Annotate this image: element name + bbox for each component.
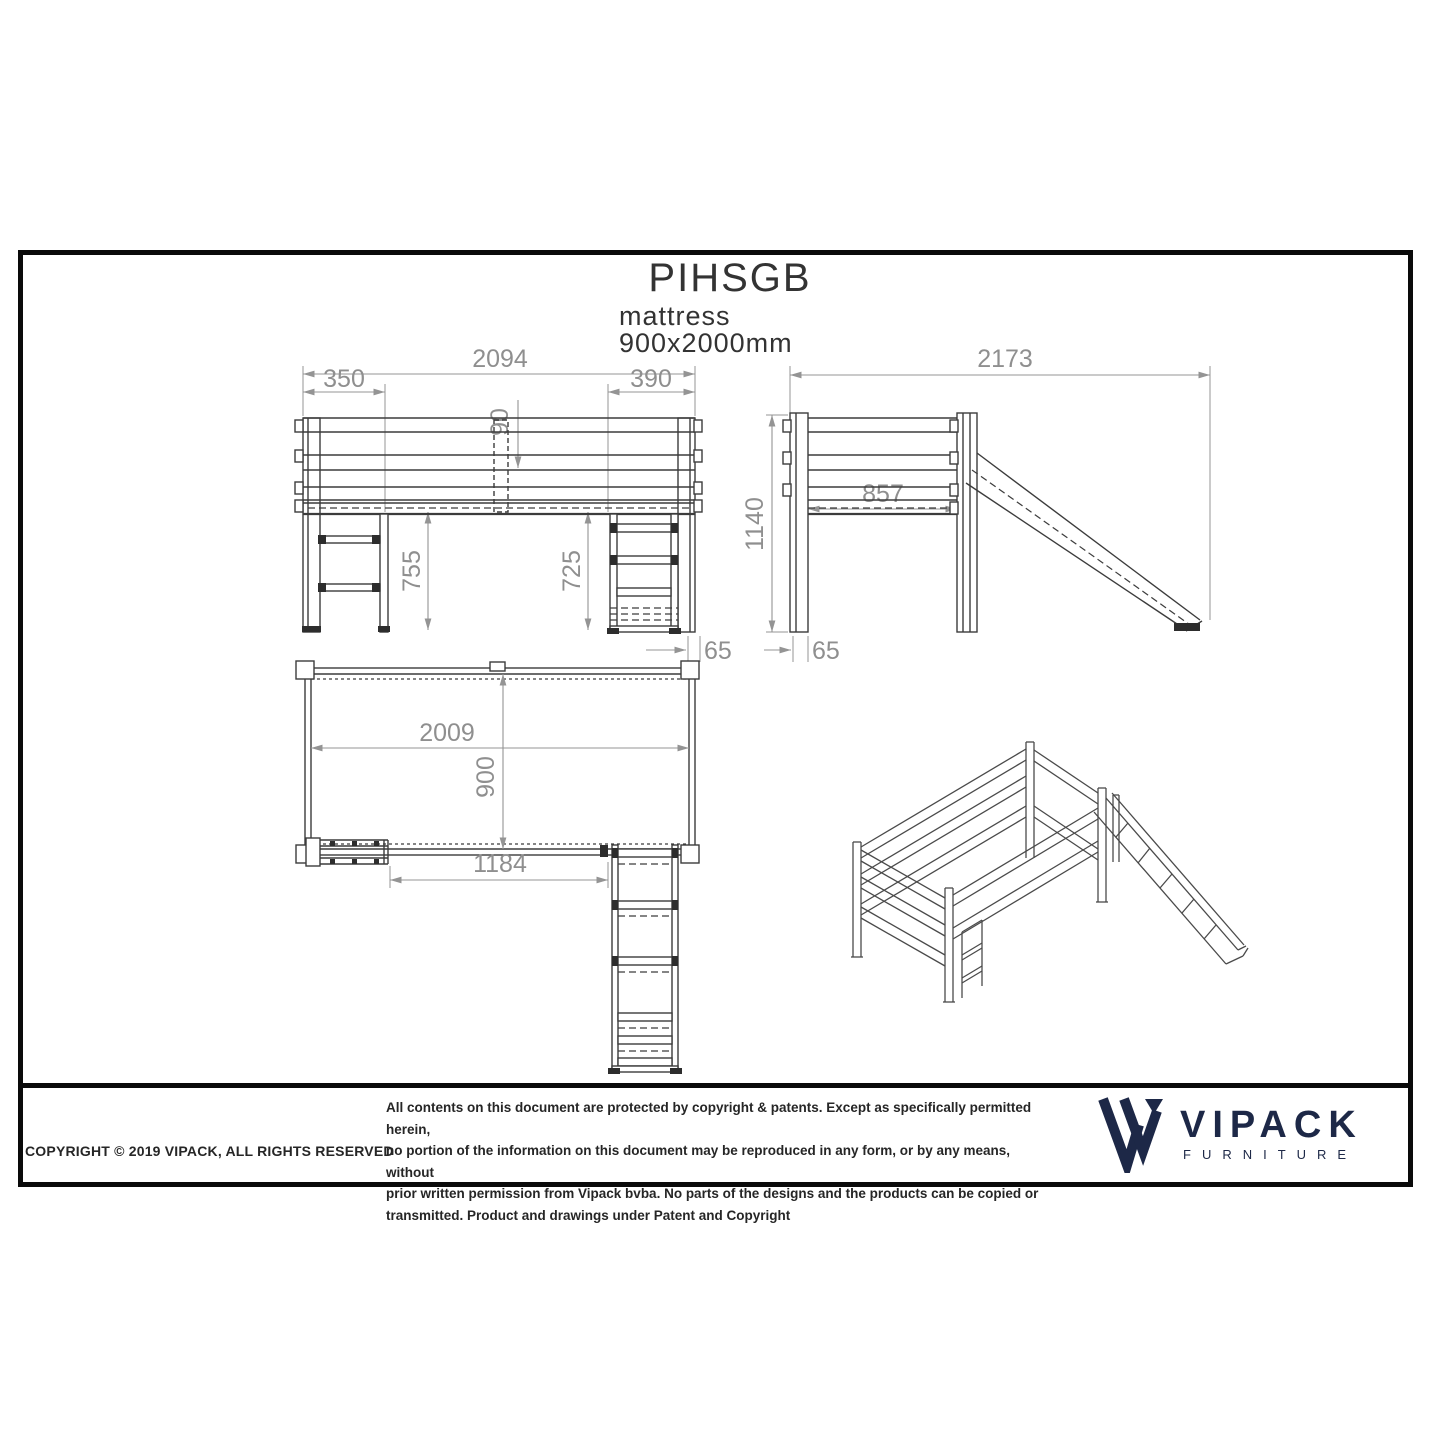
- mattress-label: mattress: [619, 301, 731, 331]
- logo-brand-name: VIPACK: [1180, 1104, 1363, 1146]
- disclaimer-line: All contents on this document are protected by copyright & patents. Except as specifically permitted herein,: [386, 1100, 1032, 1137]
- logo-tagline: FURNITURE: [1183, 1147, 1358, 1162]
- copyright-notice: COPYRIGHT © 2019 VIPACK, ALL RIGHTS RESERVED: [25, 1143, 394, 1159]
- legal-disclaimer: [386, 1097, 1046, 1226]
- dim-front-slide-tower-width: 390: [630, 365, 672, 393]
- dim-side-foot-width: 65: [812, 637, 840, 665]
- dim-front-clearance-right: 725: [558, 550, 586, 592]
- logo-text: [1180, 1106, 1363, 1162]
- dim-side-overall-depth: 2173: [977, 345, 1033, 373]
- dim-front-overall-width: 2094: [472, 345, 528, 373]
- page-title: PIHSGB: [648, 256, 812, 300]
- vipack-logo-icon: [1098, 1095, 1164, 1173]
- front-elevation-view: [295, 345, 732, 665]
- dim-top-inner-length: 2009: [419, 719, 475, 747]
- plan-view: [296, 661, 699, 1074]
- vipack-logo: [1098, 1095, 1363, 1173]
- disclaimer-line: prior written permission from Vipack bvba. No parts of the designs and the products can be copied or: [386, 1186, 1039, 1201]
- dim-side-inner-depth: 857: [862, 480, 904, 508]
- dim-front-foot-width: 65: [704, 637, 732, 665]
- disclaimer-line: no portion of the information on this document may be reproduced in any form, or by any means, without: [386, 1143, 1011, 1180]
- isometric-view: [851, 742, 1248, 1002]
- dim-front-clearance-left: 755: [398, 550, 426, 592]
- dim-top-inner-width: 900: [472, 756, 500, 798]
- dim-front-ladder-offset: 350: [323, 365, 365, 393]
- side-elevation-view: [741, 345, 1210, 665]
- dim-front-mattress-thickness: 90: [486, 408, 514, 436]
- dim-side-overall-height: 1140: [741, 497, 769, 551]
- mattress-size: 900x2000mm: [619, 328, 793, 358]
- disclaimer-line: transmitted. Product and drawings under Patent and Copyright: [386, 1207, 791, 1223]
- dim-top-ladder-to-slide: 1184: [473, 850, 527, 878]
